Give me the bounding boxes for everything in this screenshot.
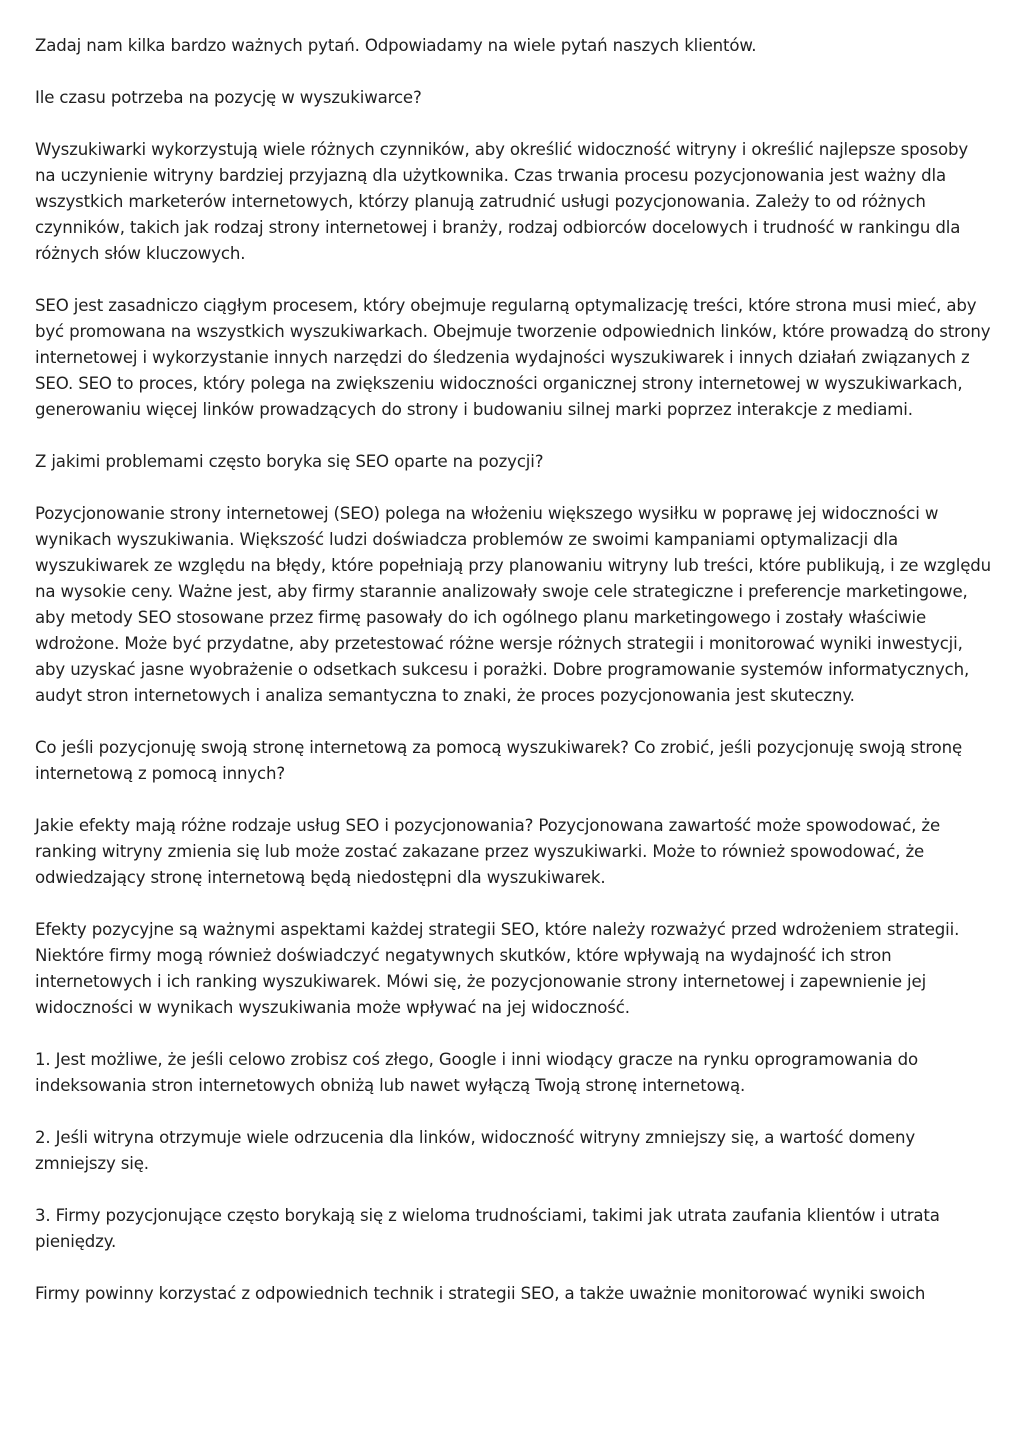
intro-paragraph: Zadaj nam kilka bardzo ważnych pytań. Odpowiadamy na wiele pytań naszych klientów. [35, 36, 757, 55]
question-heading-search-time: Ile czasu potrzeba na pozycję w wyszukiwarce? [35, 88, 422, 107]
list-item-2: 2. Jeśli witryna otrzymuje wiele odrzucenia dla linków, widoczność witryny zmniejszy się, a wartość domeny zmniejszy się. [35, 1128, 916, 1173]
answer-paragraph-seo-problems: Pozycjonowanie strony internetowej (SEO) polega na włożeniu większego wysiłku w poprawę jej widoczności w wynikach wyszukiwania. Większość ludzi doświadcza problemów ze swoimi kampaniami optymalizacji dla wyszukiwarek ze względu na błędy, które popełniają przy planowaniu witryny lub treści, które publikują, i ze względu na wysokie ceny. Ważne jest, aby firmy starannie analizowały swoje cele strategiczne i preferencje marketingowe, aby metody SEO stosowane przez firmę pasowały do ich ogólnego planu marketingowego i zostały właściwie wdrożone. Może być przydatne, aby przetestować różne wersje różnych strategii i monitorować wyniki inwestycji, aby uzyskać jasne wyobrażenie o odsetkach sukcesu i porażki. Dobre programowanie systemów informatycznych, audyt stron internetowych i analiza semantyczna to znaki, że proces pozycjonowania jest skuteczny. [35, 504, 992, 705]
list-item-1: 1. Jest możliwe, że jeśli celowo zrobisz coś złego, Google i inni wiodący gracze na rynku oprogramowania do indeksowania stron internetowych obniżą lub nawet wyłączą Twoją stronę internetową. [35, 1050, 919, 1095]
document-body [35, 33, 993, 1307]
question-heading-positioning: Co jeśli pozycjonuję swoją stronę internetową za pomocą wyszukiwarek? Co zrobić, jeśli pozycjonuję swoją stronę internetową z pomocą innych? [35, 738, 963, 783]
answer-paragraph-seo-process: SEO jest zasadniczo ciągłym procesem, który obejmuje regularną optymalizację treści, które strona musi mieć, aby być promowana na wszystkich wyszukiwarkach. Obejmuje tworzenie odpowiednich linków, które prowadzą do strony internetowej i wykorzystanie innych narzędzi do śledzenia wydajności wyszukiwarek i innych działań związanych z SEO. SEO to proces, który polega na zwiększeniu widoczności organicznej strony internetowej w wyszukiwarkach, generowaniu więcej linków prowadzących do strony i budowaniu silnej marki poprzez interakcje z mediami. [35, 296, 991, 419]
answer-paragraph-positional-effects: Efekty pozycyjne są ważnymi aspektami każdej strategii SEO, które należy rozważyć przed wdrożeniem strategii. Niektóre firmy mogą również doświadczyć negatywnych skutków, które wpływają na wydajność ich stron internetowych i ich ranking wyszukiwarek. Mówi się, że pozycjonowanie strony internetowej i zapewnienie jej widoczności w wynikach wyszukiwania może wpływać na jej widoczność. [35, 920, 960, 1017]
list-item-3: 3. Firmy pozycjonujące często borykają się z wieloma trudnościami, takimi jak utrata zaufania klientów i utrata pieniędzy. [35, 1206, 940, 1251]
answer-paragraph-seo-effects: Jakie efekty mają różne rodzaje usług SEO i pozycjonowania? Pozycjonowana zawartość może spowodować, że ranking witryny zmienia się lub może zostać zakazane przez wyszukiwarki. Może to również spowodować, że odwiedzający stronę internetową będą niedostępni dla wyszukiwarek. [35, 816, 941, 887]
answer-paragraph-search-factors: Wyszukiwarki wykorzystują wiele różnych czynników, aby określić widoczność witryny i określić najlepsze sposoby na uczynienie witryny bardziej przyjazną dla użytkownika. Czas trwania procesu pozycjonowania jest ważny dla wszystkich marketerów internetowych, którzy planują zatrudnić usługi pozycjonowania. Zależy to od różnych czynników, takich jak rodzaj strony internetowej i branży, rodzaj odbiorców docelowych i trudność w rankingu dla różnych słów kluczowych. [35, 140, 969, 263]
question-heading-seo-problems: Z jakimi problemami często boryka się SEO oparte na pozycji? [35, 452, 544, 471]
closing-paragraph: Firmy powinny korzystać z odpowiednich technik i strategii SEO, a także uważnie monitorować wyniki swoich [35, 1284, 926, 1303]
